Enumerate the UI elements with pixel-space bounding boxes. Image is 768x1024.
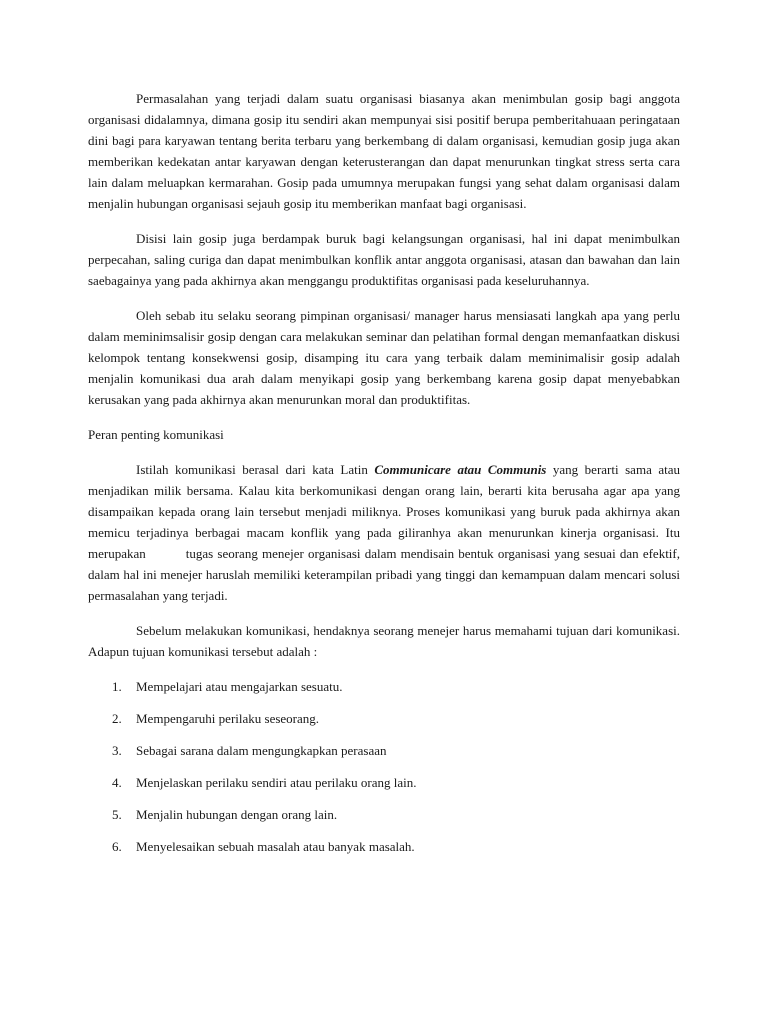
latin-term: Communicare atau Communis: [374, 462, 547, 477]
communication-goals-list: [88, 676, 680, 857]
list-number: 2.: [112, 711, 122, 726]
text-run: Istilah komunikasi berasal dari kata Latin: [136, 462, 375, 477]
list-item: [88, 804, 680, 825]
list-text: Menyelesaikan sebuah masalah atau banyak masalah.: [136, 839, 415, 854]
list-text: Menjalin hubungan dengan orang lain.: [136, 807, 338, 822]
list-item: [88, 836, 680, 857]
text-run: tugas seorang menejer organisasi dalam mendisain bentuk organisasi yang sesuai dan efektif, dalam hal ini menejer haruslah memiliki keterampilan pribadi yang tinggi dan kemampuan dalam mencari solusi permasalahan yang terjadi.: [88, 546, 680, 603]
list-text: Mempengaruhi perilaku seseorang.: [136, 711, 320, 726]
list-number: 4.: [112, 775, 122, 790]
list-number: 3.: [112, 743, 122, 758]
list-item: [88, 708, 680, 729]
text-run: yang berarti sama atau menjadikan milik bersama. Kalau kita berkomunikasi dengan orang lain, berarti kita berusaha agar apa yang disampaikan kepada orang lain tersebut menjadi miliknya. Proses komunikasi yang buruk pada akhirnya akan memicu terjadinya berbagai macam konflik yang pada giliranhya akan menurunkan kinerja organisasi. Itu merupakan: [88, 462, 681, 561]
list-number: 1.: [112, 679, 122, 694]
list-text: Sebagai sarana dalam mengungkapkan perasaan: [136, 743, 387, 758]
section-heading: Peran penting komunikasi: [88, 427, 224, 442]
paragraph-communication-origin: [88, 459, 680, 606]
list-text: Menjelaskan perilaku sendiri atau perilaku orang lain.: [136, 775, 417, 790]
paragraph-gossip-harms: Disisi lain gosip juga berdampak buruk bagi kelangsungan organisasi, hal ini dapat menimbulkan perpecahan, saling curiga dan dapat menimbulkan konflik antar anggota organisasi, atasan dan bawahan dan lain saebagainya yang pada akhirnya akan menggangu produktifitas organisasi pada keseluruhannya.: [88, 231, 680, 288]
paragraph-gossip-benefits: Permasalahan yang terjadi dalam suatu organisasi biasanya akan menimbulan gosip bagi anggota organisasi didalamnya, dimana gosip itu sendiri akan mempunyai sisi positif berupa pemberitahuaan peringataan dini bagi para karyawan tentang berita terbaru yang berkembang di dalam organisasi, kemudian gosip juga akan memberikan kedekatan antar karyawan dengan keterusterangan dan dapat menurunkan tingkat stress serta cara lain dalam meluapkan kermarahan. Gosip pada umumnya merupakan fungsi yang sehat dalam organisasi dalam menjalin hubungan organisasi sejauh gosip itu memberikan manfaat bagi organisasi.: [88, 91, 680, 211]
list-item: [88, 772, 680, 793]
list-number: 6.: [112, 839, 122, 854]
list-item: [88, 676, 680, 697]
paragraph-manager-strategy: Oleh sebab itu selaku seorang pimpinan organisasi/ manager harus mensiasati langkah apa yang perlu dalam meminimsalisir gosip dengan cara melakukan seminar dan pelatihan formal dengan memanfaatkan diskusi kelompok tentang konsekwensi gosip, disamping itu cara yang terbaik dalam meminimalisir gosip adalah menjalin komunikasi dua arah dalam menyikapi gosip yang berkembang karena gosip dapat menyebabkan kerusakan yang pada akhirnya akan menurunkan moral dan produktifitas.: [88, 308, 680, 407]
paragraph-communication-goals-intro: Sebelum melakukan komunikasi, hendaknya seorang menejer harus memahami tujuan dari komunikasi. Adapun tujuan komunikasi tersebut adalah :: [88, 623, 680, 659]
list-number: 5.: [112, 807, 122, 822]
list-item: [88, 740, 680, 761]
list-text: Mempelajari atau mengajarkan sesuatu.: [136, 679, 343, 694]
